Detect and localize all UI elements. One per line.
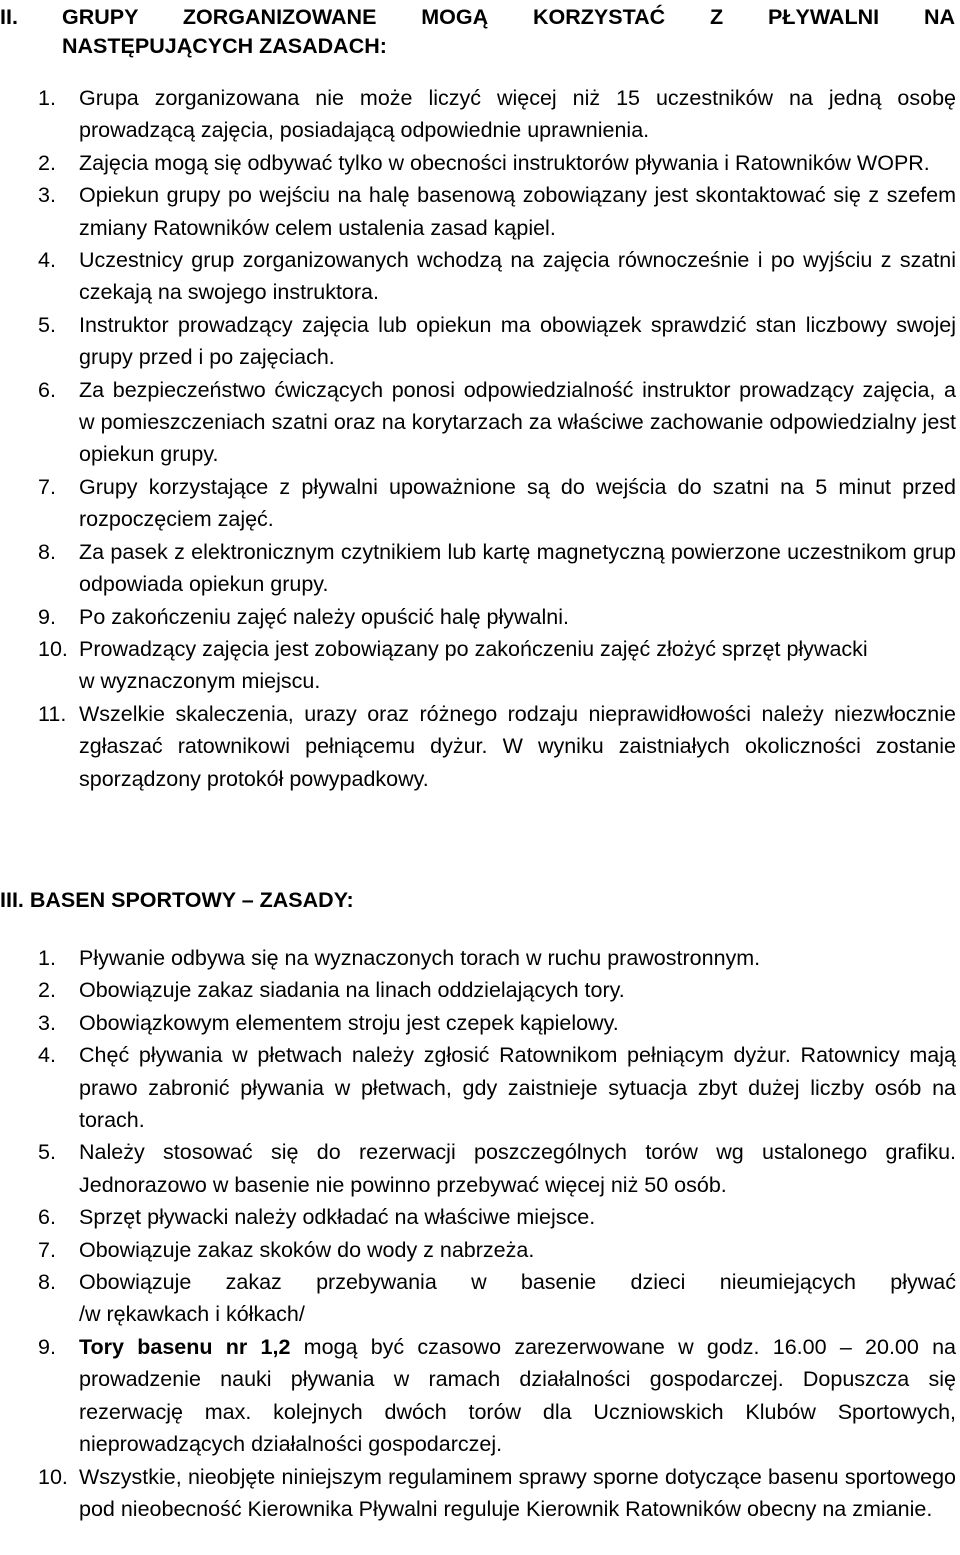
item-number: 8. xyxy=(38,1270,56,1295)
item-number: 4. xyxy=(38,1043,56,1068)
list-item xyxy=(0,1234,956,1266)
list-item xyxy=(0,536,956,601)
item-text: Obowiązuje zakaz siadania na linach oddzielających tory. xyxy=(79,978,625,1003)
item-text: Wszelkie skaleczenia, urazy oraz różnego rodzaju nieprawidłowości należy niezwłocznie zgłaszać ratownikowi pełniącemu dyżur. W wyniku zaistniałych okoliczności zostanie sporządzony protokół powypadkowy. xyxy=(79,701,956,791)
item-text: Uczestnicy grup zorganizowanych wchodzą na zajęcia równocześnie i po wyjściu z szatni czekają na swojego instruktora. xyxy=(79,248,956,305)
section-3-heading xyxy=(0,886,955,918)
item-text-part-a: Prowadzący zajęcia jest zobowiązany po zakończeniu zajęć złożyć sprzęt pływacki xyxy=(79,636,868,661)
list-item xyxy=(0,1201,956,1233)
item-text: Należy stosować się do rezerwacji poszczególnych torów wg ustalonego grafiku. Jednorazowo w basenie nie powinno przebywać więcej niż 50 osób. xyxy=(79,1140,956,1197)
list-item xyxy=(0,1136,956,1201)
item-number: 9. xyxy=(38,1334,56,1359)
item-text: Chęć pływania w płetwach należy zgłosić Ratownikom pełniącym dyżur. Ratownicy mają prawo zabronić pływania w płetwach, gdy zaistnieje sytuacja zbyt dużej liczby osób na torach. xyxy=(79,1043,956,1133)
section-2-title xyxy=(62,3,955,61)
list-item xyxy=(0,82,956,147)
item-text xyxy=(79,633,956,698)
item-number: 10. xyxy=(38,636,68,661)
item-text-rest: mogą być czasowo zarezerwowane w godz. 16.00 – 20.00 na prowadzenie nauki pływania w ramach działalności gospodarczej. Dopuszcza się rezerwację max. kolejnych dwóch torów dla Uczniowskich Klubów Sportowych, nieprowadzących działalności gospodarczej. xyxy=(79,1334,957,1457)
item-text: Za bezpieczeństwo ćwiczących ponosi odpowiedzialność instruktor prowadzący zajęcia, a w pomieszczeniach szatni oraz na korytarzach za właściwe zachowanie odpowiedzialny jest opiekun grupy. xyxy=(79,377,956,467)
list-item xyxy=(0,1461,956,1526)
list-item xyxy=(0,942,956,974)
list-item xyxy=(0,1266,956,1331)
item-text: Grupa zorganizowana nie może liczyć więcej niż 15 uczestników na jedną osobę prowadzącą zajęcia, posiadającą odpowiednie uprawnienia. xyxy=(79,86,956,143)
item-text: Po zakończeniu zajęć należy opuścić halę pływalni. xyxy=(79,604,569,629)
item-text xyxy=(79,1266,956,1331)
section-2-heading xyxy=(0,3,955,61)
list-item xyxy=(0,374,956,471)
item-number: 7. xyxy=(38,1237,56,1262)
item-number: 7. xyxy=(38,474,56,499)
item-text-part-a: Obowiązuje zakaz przebywania w basenie dzieci nieumiejących pływać xyxy=(79,1270,956,1295)
item-number: 3. xyxy=(38,183,56,208)
item-number: 11. xyxy=(38,701,67,726)
item-number: 4. xyxy=(38,248,56,273)
section-3-list xyxy=(0,942,960,1525)
item-number: 8. xyxy=(38,539,56,564)
item-text-part-b: /w rękawkach i kółkach/ xyxy=(79,1302,305,1327)
item-text: Zajęcia mogą się odbywać tylko w obecności instruktorów pływania i Ratowników WOPR. xyxy=(79,150,930,175)
item-text: Instruktor prowadzący zajęcia lub opiekun ma obowiązek sprawdzić stan liczbowy swojej grupy przed i po zajęciach. xyxy=(79,312,956,370)
list-item xyxy=(0,471,956,536)
list-item xyxy=(0,309,956,374)
list-item xyxy=(0,179,956,244)
section-3-title: III. BASEN SPORTOWY – ZASADY: xyxy=(0,888,354,912)
item-number: 6. xyxy=(38,1205,56,1230)
item-text: Opiekun grupy po wejściu na halę basenową zobowiązany jest skontaktować się z szefem zmiany Ratowników celem ustalenia zasad kąpiel. xyxy=(79,183,956,240)
item-text: Sprzęt pływacki należy odkładać na właściwe miejsce. xyxy=(79,1205,596,1230)
item-text-part-b: w wyznaczonym miejscu. xyxy=(79,669,321,694)
list-item xyxy=(0,147,956,179)
list-item xyxy=(0,698,956,795)
item-text xyxy=(79,1331,956,1461)
item-text: Za pasek z elektronicznym czytnikiem lub kartę magnetyczną powierzone uczestnikom grup odpowiada opiekun grupy. xyxy=(79,539,956,597)
item-number: 2. xyxy=(38,978,56,1003)
list-item xyxy=(0,1007,956,1039)
item-number: 10. xyxy=(38,1464,68,1489)
list-item xyxy=(0,1039,956,1136)
list-item xyxy=(0,244,956,309)
item-number: 1. xyxy=(38,946,56,970)
section-2-number: II. xyxy=(0,5,18,29)
item-number: 9. xyxy=(38,604,56,629)
item-text-bold: Tory basenu nr 1,2 xyxy=(79,1334,291,1359)
item-number: 1. xyxy=(38,86,56,110)
item-number: 6. xyxy=(38,377,56,402)
item-text: Pływanie odbywa się na wyznaczonych torach w ruchu prawostronnym. xyxy=(79,946,761,970)
item-number: 3. xyxy=(38,1010,56,1035)
section-2-title-line2: NASTĘPUJĄCYCH ZASADACH: xyxy=(62,34,387,58)
list-item xyxy=(0,1331,956,1461)
section-2-title-line1: GRUPY ZORGANIZOWANE MOGĄ KORZYSTAĆ Z PŁYWALNI NA xyxy=(62,5,955,29)
item-text: Grupy korzystające z pływalni upoważnione są do wejścia do szatni na 5 minut przed rozpoczęciem zajęć. xyxy=(79,474,956,532)
item-text: Obowiązkowym elementem stroju jest czepek kąpielowy. xyxy=(79,1010,619,1035)
item-number: 5. xyxy=(38,1140,56,1165)
item-number: 2. xyxy=(38,150,56,175)
list-item xyxy=(0,633,956,698)
list-item xyxy=(0,974,956,1006)
item-text: Obowiązuje zakaz skoków do wody z nabrzeża. xyxy=(79,1237,535,1262)
list-item xyxy=(0,601,956,633)
item-number: 5. xyxy=(38,312,56,337)
item-text: Wszystkie, nieobjęte niniejszym regulaminem sprawy sporne dotyczące basenu sportowego pod nieobecność Kierownika Pływalni reguluje Kierownik Ratowników obecny na zmianie. xyxy=(79,1464,956,1521)
section-2-list xyxy=(0,82,960,795)
